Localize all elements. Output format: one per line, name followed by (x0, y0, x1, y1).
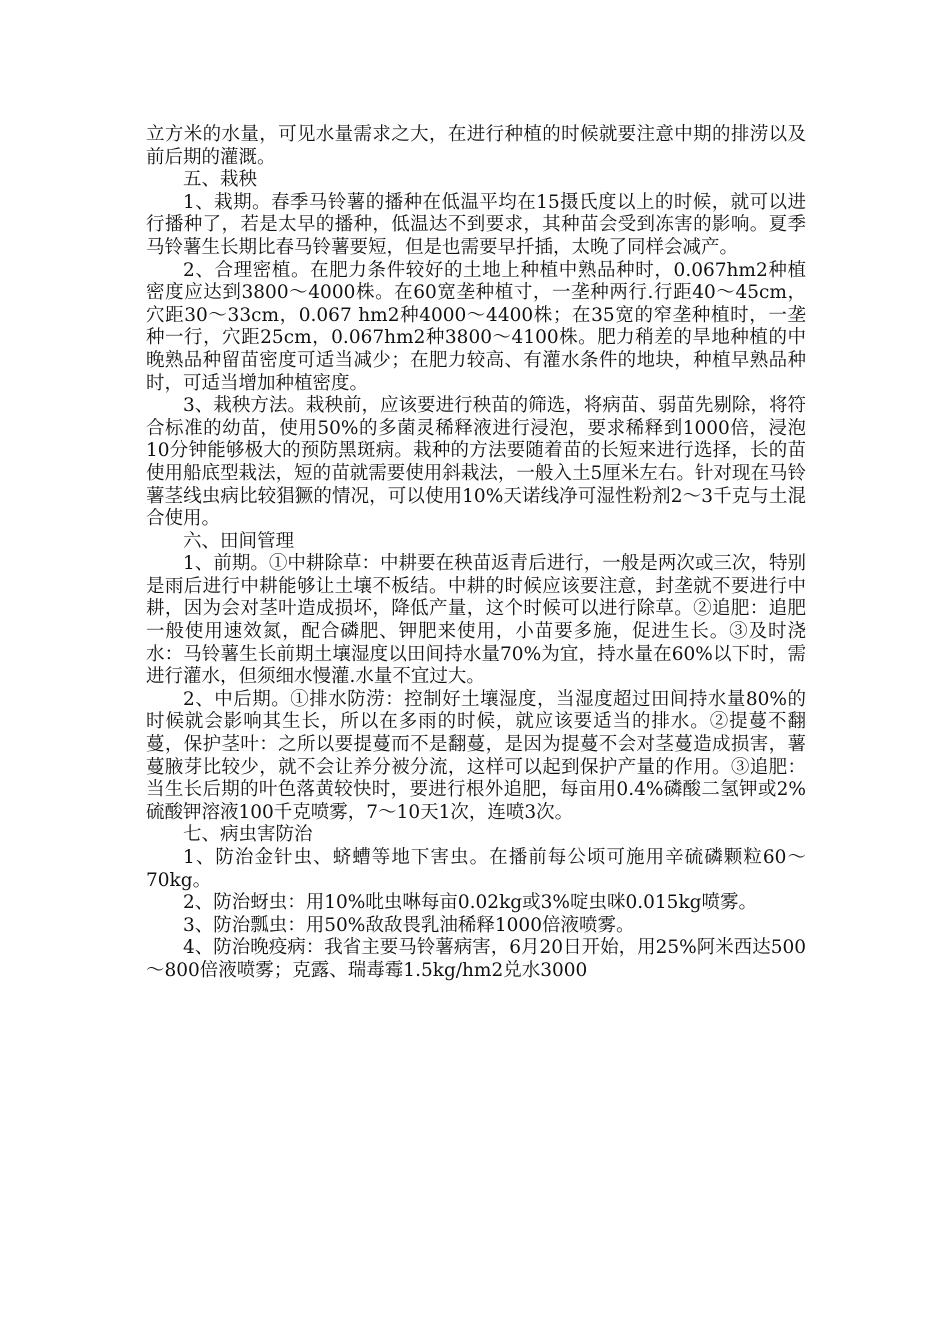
section-heading-field-management: 六、田间管理 (183, 530, 295, 552)
paragraph-late-blight: 4、防治晚疫病：我省主要马铃薯病害，6月20日开始，用25%阿米西达500～800倍液喷雾；克露、瑞毒霉1.5kg/hm2兑水3000 (146, 937, 807, 981)
paragraph-water-demand: 立方米的水量，可见水量需求之大，在进行种植的时候就要注意中期的排涝以及前后期的灌溉。 (146, 124, 806, 168)
paragraph-planting-density: 2、合理密植。在肥力条件较好的土地上种植中熟品种时，0.067hm2种植密度应达到3800～4000株。在60宽垄种植寸，一垄种两行.行距40～45cm，穴距30～33cm，0.067 hm2种4000～4400株；在35宽的窄垄种植时，一垄种一行，穴距25cm，0.067hm2种3800～4100株。肥力稍差的旱地种植的中晚熟品种留苗密度可适当减少；在肥力较高、有灌水条件的地块，种植早熟品种时，可适当增加种植密度。 (146, 259, 806, 394)
paragraph-ladybugs: 3、防治瓢虫：用50%敌敌畏乳油稀释1000倍液喷雾。 (183, 914, 635, 936)
paragraph-aphids: 2、防治蚜虫：用10%吡虫啉每亩0.02kg或3%啶虫咪0.015kg喷雾。 (183, 892, 757, 914)
paragraph-underground-pests: 1、防治金针虫、蛴螬等地下害虫。在播前每公顷可施用辛硫磷颗粒60～70kg。 (146, 847, 806, 891)
section-heading-transplanting: 五、栽秧 (183, 169, 258, 191)
paragraph-early-stage: 1、前期。①中耕除草：中耕要在秧苗返青后进行，一般是两次或三次，特别是雨后进行中耕能够让土壤不板结。中耕的时候应该要注意，封垄就不要进行中耕，因为会对茎叶造成损坏，降低产量，这个时候可以进行除草。②追肥：追肥一般使用速效氮，配合磷肥、钾肥来使用，小苗要多施，促进生长。③及时浇水：马铃薯生长前期土壤湿度以田间持水量70%为宜，持水量在60%以下时，需进行灌水，但须细水慢灌.水量不宜过大。 (146, 553, 806, 688)
paragraph-transplant-method: 3、栽秧方法。栽秧前，应该要进行秧苗的筛选，将病苗、弱苗先剔除，将符合标准的幼苗，使用50%的多菌灵稀释液进行浸泡，要求稀释到1000倍，浸泡10分钟能够极大的预防黑斑病。栽种的方法要随着苗的长短来进行选择，长的苗使用船底型栽法，短的苗就需要使用斜栽法，一般入土5厘米左右。针对现在马铃薯茎线虫病比较猖獗的情况，可以使用10%天诺线净可湿性粉剂2～3千克与土混合使用。 (146, 395, 806, 530)
document-page (146, 124, 806, 983)
paragraph-planting-period: 1、栽期。春季马铃薯的播种在低温平均在15摄氏度以上的时候，就可以进行播种了，若是太早的播种，低温达不到要求，其种苗会受到冻害的影响。夏季马铃薯生长期比春马铃薯要短，但是也需要早扦插，太晚了同样会减产。 (146, 191, 806, 258)
paragraph-mid-late-stage: 2、中后期。①排水防涝：控制好土壤湿度，当湿度超过田间持水量80%的时候就会影响其生长，所以在多雨的时候，就应该要适当的排水。②提蔓不翻蔓，保护茎叶：之所以要提蔓而不是翻蔓，是因为提蔓不会对茎蔓造成损害，薯蔓腋芽比较少，就不会让养分被分流，这样可以起到保护产量的作用。③追肥：当生长后期的叶色落黄较快时，要进行根外追肥，每亩用0.4%磷酸二氢钾或2%硫酸钾溶液100千克喷雾，7～10天1次，连喷3次。 (146, 688, 806, 823)
section-heading-pest-control: 七、病虫害防治 (183, 824, 313, 846)
